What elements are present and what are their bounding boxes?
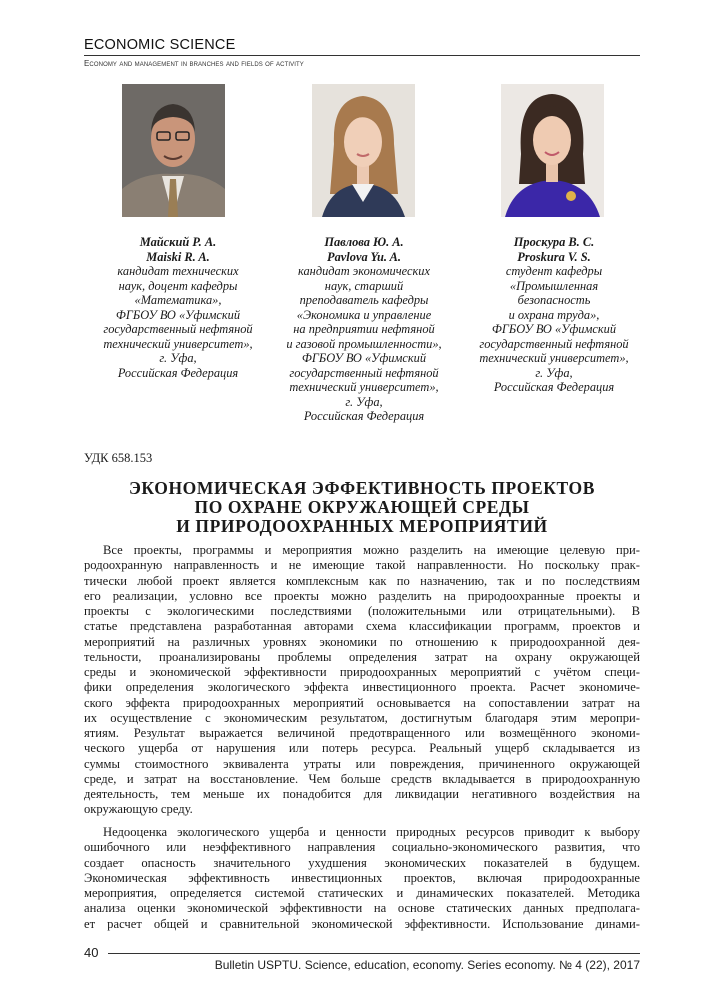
abstract-paragraph (84, 543, 640, 818)
author-affiliation-line: кандидат экономических (298, 264, 430, 278)
author-affiliation-line: преподаватель кафедры (299, 293, 429, 307)
author-affiliation-line: Российская Федерация (303, 409, 425, 423)
author-affiliation-line: «Экономика и управление (296, 307, 432, 322)
author-name-en: Maiski R. A. (146, 249, 210, 264)
article-title (84, 479, 640, 536)
author-affiliation-line: ФГБОУ ВО «Уфимский (115, 307, 241, 322)
text-line: среды и экономической эффективности природоохранных мероприятий с учётом специ- (84, 665, 640, 679)
author-affiliation-line: студент кафедры (505, 264, 603, 278)
author-info-pavlova (272, 235, 456, 424)
text-line: фики определения экологического эффекта инвестиционного проекта. Расчет экономиче- (84, 680, 640, 695)
text-line: анализа оценки экономической эффективности на основе статических данных предполага- (84, 901, 640, 916)
text-line: окружающую среду. (84, 802, 193, 817)
author-affiliation-line: «Математика», (134, 293, 222, 307)
author-affiliation-line: г. Уфа, (159, 351, 197, 365)
author-affiliation-line: кандидат технических (117, 264, 239, 278)
author-affiliation-line: государственный нефтяной (103, 322, 253, 336)
author-affiliation-line: Российская Федерация (493, 380, 615, 394)
author-affiliation-line: безопасность (517, 293, 591, 307)
text-line: проекты с экологическими последствиями (положительными или отрицательными). В (84, 604, 640, 618)
text-line: ошибочного или неэффективного направления социально-экономического развития, что (84, 840, 640, 855)
author-affiliation-line: ФГБОУ ВО «Уфимский (301, 351, 427, 365)
title-line: И ПРИРОДООХРАННЫХ МЕРОПРИЯТИЙ (176, 516, 548, 536)
text-line: ского эффекта природоохранных мероприятий основывается на сопоставлении затрат на (84, 695, 640, 710)
author-info-maiski (86, 235, 270, 380)
author-affiliation-line: государственный нефтяной (289, 365, 439, 380)
author-name-ru: Проскура В. С. (513, 235, 595, 249)
text-line: их осуществление с экономическим результатом, достигнутым благодаря этим меропри- (84, 710, 640, 725)
author-affiliation-line: технический университет», (103, 336, 253, 351)
author-affiliation-line: ФГБОУ ВО «Уфимский (491, 322, 617, 336)
author-name-ru: Павлова Ю. А. (324, 235, 404, 249)
text-line: деятельность, тем меньше их понадобится для ликвидации негативного воздействия на (84, 787, 640, 801)
text-line: ческого ущерба от нарушения или потерь ресурса. Реальный ущерб складывается из (84, 741, 640, 756)
author-affiliation-line: г. Уфа, (535, 365, 573, 380)
author-affiliation-line: на предприятии нефтяной (293, 322, 435, 336)
author-photo-pavlova (312, 84, 415, 217)
footer-divider (108, 953, 640, 954)
text-line: тически любой проект является комплексным как по назначению, так и по последствиям (84, 573, 640, 588)
author-name-en: Pavlova Yu. A. (327, 249, 401, 264)
text-line: родоохранную направленность и не имеющие такой направленности. Но поскольку прак- (84, 558, 640, 573)
text-line: статье представлена разработанная авторами схема классификации программ, проектов и (84, 619, 640, 634)
text-line: тельности, проанализированы проблемы определения затрат на охрану окружающей (84, 649, 640, 664)
title-line: ЭКОНОМИЧЕСКАЯ ЭФФЕКТИВНОСТЬ ПРОЕКТОВ (128, 478, 596, 498)
author-affiliation-line: «Промышленная (509, 278, 599, 293)
author-photo-maiski (122, 84, 225, 217)
journal-citation: Bulletin USPTU. Science, education, economy. Series economy. № 4 (22), 2017 (214, 958, 640, 972)
author-affiliation-line: технический университет», (289, 380, 439, 394)
text-line: мероприятия, определяется системой статических и динамических показателей. Методика (84, 886, 640, 900)
text-line: суммы стоимостного эквивалента утраты или повреждения, причиненного окружающей (84, 756, 640, 771)
section-header: ECONOMIC SCIENCE (84, 37, 236, 53)
text-line: среде, и затрат на восстановление. Чем больше средств вкладывается в природоохранную (84, 771, 640, 786)
text-line: мероприятий на различных уровнях экономики по отношению к природоохранной дея- (84, 634, 640, 649)
text-line: создает опасность значительного ухудшения экономических показателей в будущем. (84, 855, 640, 870)
author-affiliation-line: технический университет», (479, 351, 629, 365)
author-affiliation-line: Российская Федерация (117, 365, 239, 380)
author-affiliation-line: и газовой промышленности», (286, 336, 442, 351)
title-line: ПО ОХРАНЕ ОКРУЖАЮЩЕЙ СРЕДЫ (194, 497, 530, 517)
text-line: Экономическая эффективность инвестиционных проектов, включая природоохранные (84, 870, 640, 885)
author-affiliation-line: наук, доцент кафедры (118, 278, 238, 293)
text-line: ет расчет общей и сравнительной экономической эффективности. Использование динами- (84, 916, 640, 931)
header-divider (84, 55, 640, 56)
author-photo-proskura (501, 84, 604, 217)
text-line: его реализации, условно все проекты можно разделить на природоохранные проекты и (84, 588, 640, 603)
author-affiliation-line: и охрана труда», (508, 307, 600, 322)
text-line: ятиям. Результат выражается величиной предотвращенного или возмещённого экономи- (84, 726, 640, 740)
body-paragraph (84, 825, 640, 932)
page-number: 40 (84, 945, 99, 960)
text-line: Все проекты, программы и мероприятия можно разделить на имеющие целевую при- (103, 543, 640, 557)
author-affiliation-line: наук, старший (324, 278, 404, 293)
author-affiliation-line: государственный нефтяной (479, 336, 629, 351)
text-line: Недооценка экологического ущерба и ценности природных ресурсов приводит к выбору (103, 825, 640, 839)
author-info-proskura (462, 235, 646, 395)
author-affiliation-line: г. Уфа, (345, 394, 383, 409)
section-subheader: Economy and management in branches and fields of activity (84, 59, 304, 68)
author-name-ru: Майский Р. А. (139, 235, 217, 249)
udk-code: УДК 658.153 (84, 451, 153, 465)
author-name-en: Proskura V. S. (517, 249, 591, 264)
